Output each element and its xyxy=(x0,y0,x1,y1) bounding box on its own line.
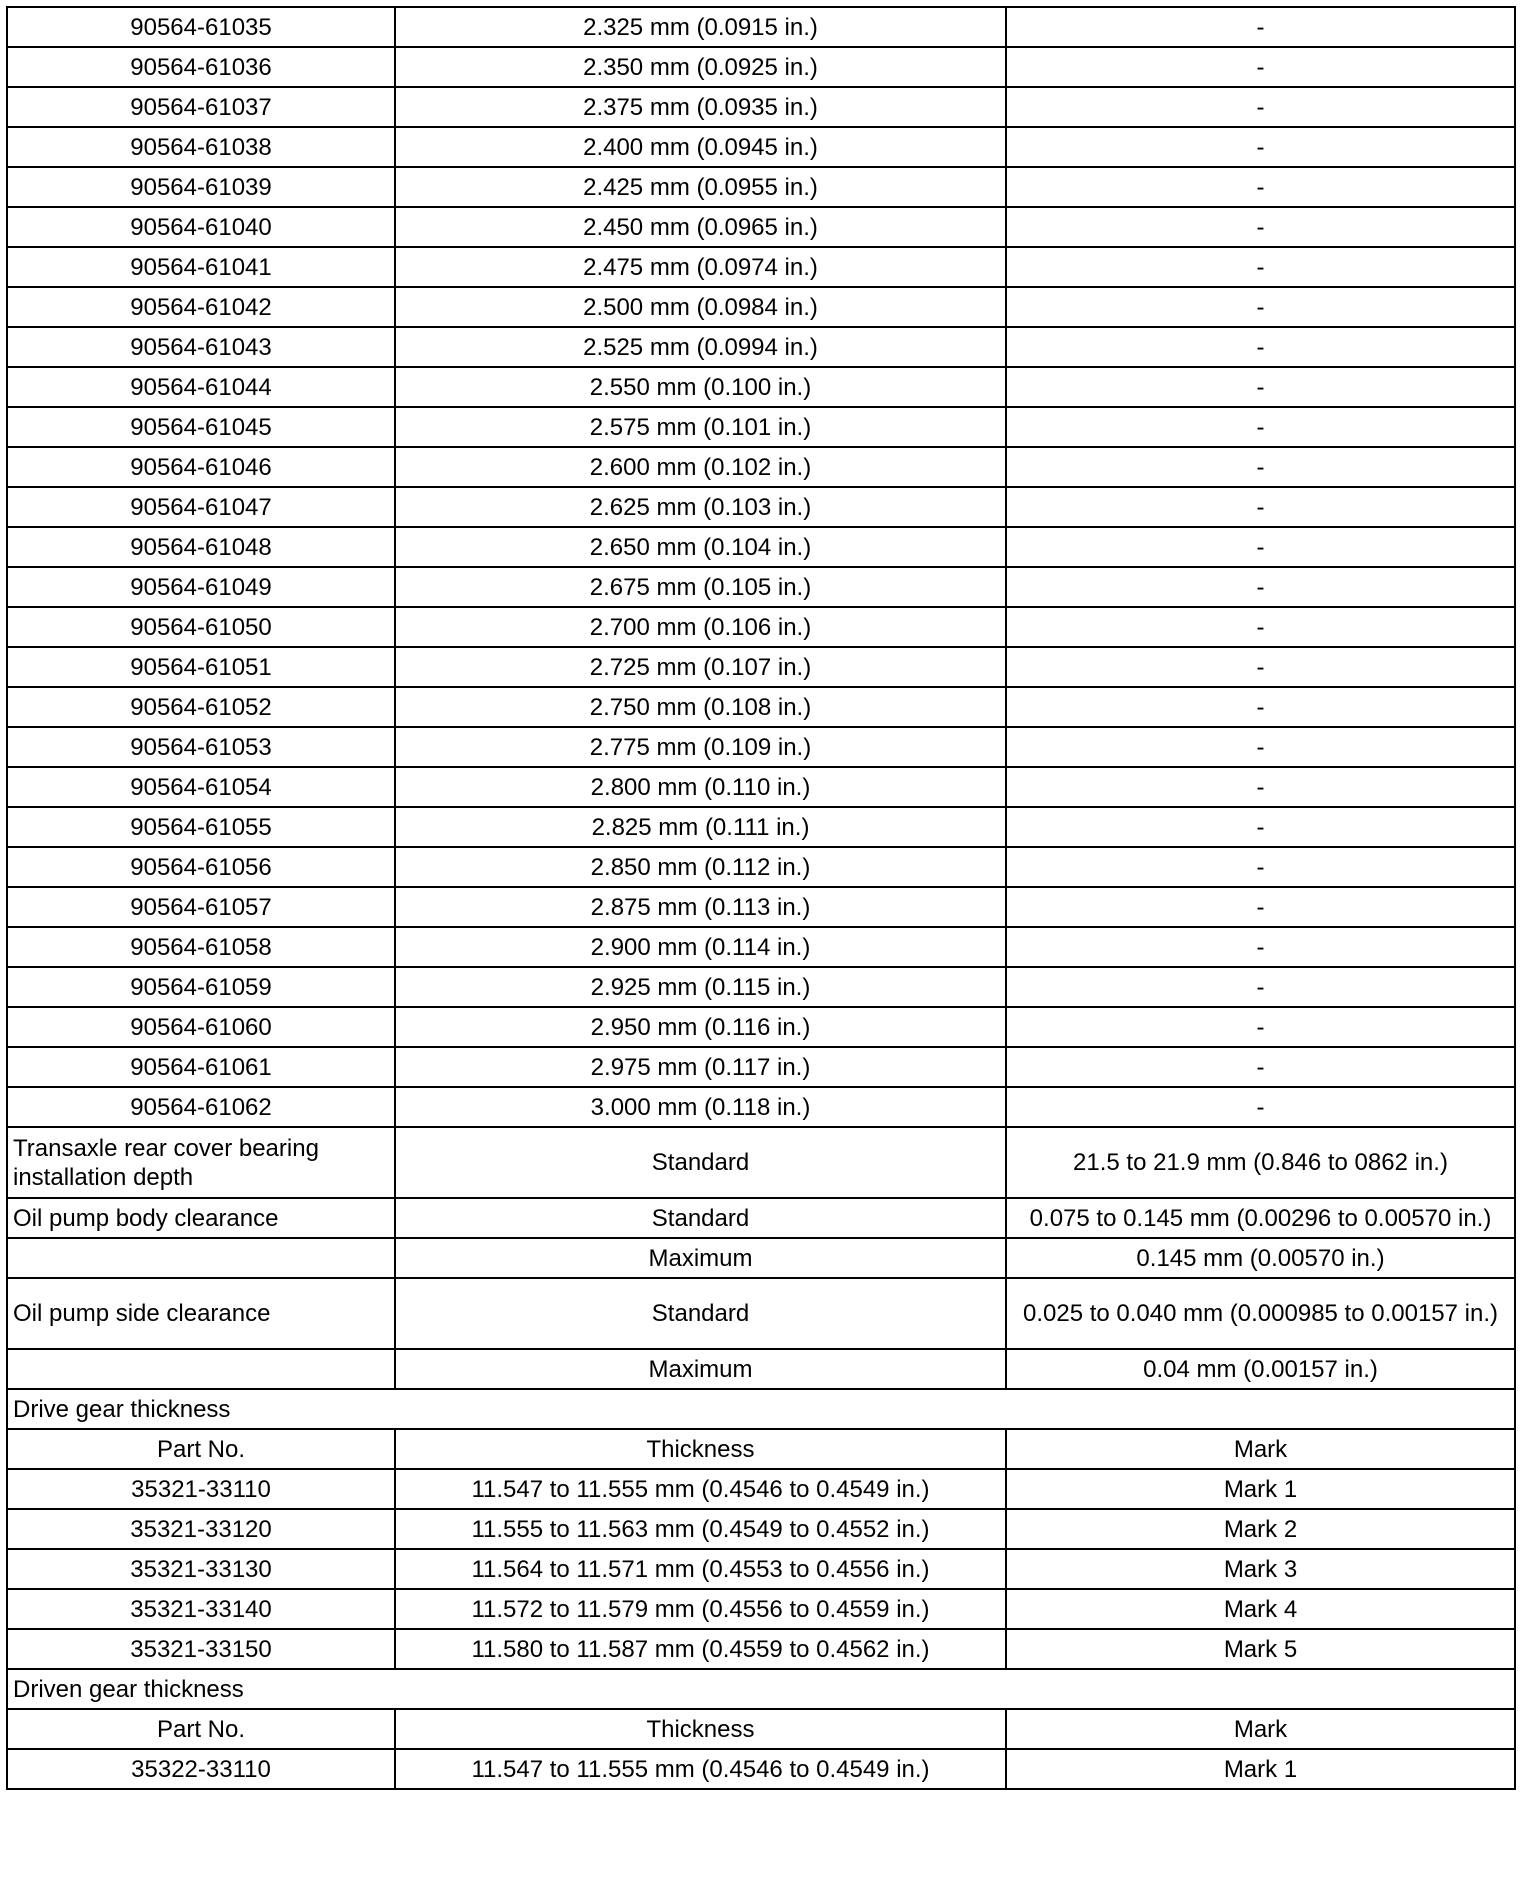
spec-item-cell: Transaxle rear cover bearing installation depth xyxy=(7,1127,395,1198)
mark-cell: - xyxy=(1006,247,1515,287)
part-number-cell: 90564-61045 xyxy=(7,407,395,447)
mark-cell: - xyxy=(1006,447,1515,487)
header-mark: Mark xyxy=(1006,1429,1515,1469)
shim-row xyxy=(7,207,1515,247)
thickness-cell: 2.850 mm (0.112 in.) xyxy=(395,847,1006,887)
part-number-cell: 90564-61050 xyxy=(7,607,395,647)
shim-row xyxy=(7,687,1515,727)
spec-value-cell: 0.145 mm (0.00570 in.) xyxy=(1006,1238,1515,1278)
spec-row-oil-pump-body-standard xyxy=(7,1198,1515,1238)
driven-gear-row xyxy=(7,1749,1515,1789)
thickness-cell: 2.550 mm (0.100 in.) xyxy=(395,367,1006,407)
part-number-cell: 35321-33150 xyxy=(7,1629,395,1669)
part-number-cell: 90564-61036 xyxy=(7,47,395,87)
thickness-cell: 2.475 mm (0.0974 in.) xyxy=(395,247,1006,287)
part-number-cell: 90564-61051 xyxy=(7,647,395,687)
mark-cell: - xyxy=(1006,567,1515,607)
part-number-cell: 90564-61060 xyxy=(7,1007,395,1047)
shim-row xyxy=(7,487,1515,527)
drive-gear-row xyxy=(7,1629,1515,1669)
thickness-cell: 2.725 mm (0.107 in.) xyxy=(395,647,1006,687)
thickness-cell: 2.900 mm (0.114 in.) xyxy=(395,927,1006,967)
mark-cell: - xyxy=(1006,487,1515,527)
thickness-cell: 2.375 mm (0.0935 in.) xyxy=(395,87,1006,127)
mark-cell: - xyxy=(1006,287,1515,327)
mark-cell: - xyxy=(1006,967,1515,1007)
shim-row xyxy=(7,847,1515,887)
mark-cell: Mark 2 xyxy=(1006,1509,1515,1549)
thickness-cell: 2.600 mm (0.102 in.) xyxy=(395,447,1006,487)
thickness-cell: 2.950 mm (0.116 in.) xyxy=(395,1007,1006,1047)
spec-item-cell: Oil pump side clearance xyxy=(7,1278,395,1349)
thickness-cell: 2.675 mm (0.105 in.) xyxy=(395,567,1006,607)
part-number-cell: 90564-61053 xyxy=(7,727,395,767)
thickness-cell: 11.564 to 11.571 mm (0.4553 to 0.4556 in.) xyxy=(395,1549,1006,1589)
thickness-cell: 11.555 to 11.563 mm (0.4549 to 0.4552 in.) xyxy=(395,1509,1006,1549)
specification-table-body xyxy=(7,7,1515,1789)
part-number-cell: 90564-61040 xyxy=(7,207,395,247)
thickness-cell: 2.875 mm (0.113 in.) xyxy=(395,887,1006,927)
shim-row xyxy=(7,647,1515,687)
thickness-cell: 3.000 mm (0.118 in.) xyxy=(395,1087,1006,1127)
thickness-cell: 2.350 mm (0.0925 in.) xyxy=(395,47,1006,87)
header-thickness: Thickness xyxy=(395,1709,1006,1749)
thickness-cell: 2.650 mm (0.104 in.) xyxy=(395,527,1006,567)
part-number-cell: 90564-61057 xyxy=(7,887,395,927)
part-number-cell: 35321-33140 xyxy=(7,1589,395,1629)
spec-value-cell: 21.5 to 21.9 mm (0.846 to 0862 in.) xyxy=(1006,1127,1515,1198)
part-number-cell: 90564-61055 xyxy=(7,807,395,847)
thickness-cell: 2.575 mm (0.101 in.) xyxy=(395,407,1006,447)
mark-cell: - xyxy=(1006,927,1515,967)
shim-row xyxy=(7,327,1515,367)
mark-cell: Mark 5 xyxy=(1006,1629,1515,1669)
spec-condition-cell: Standard xyxy=(395,1198,1006,1238)
shim-row xyxy=(7,607,1515,647)
mark-cell: - xyxy=(1006,87,1515,127)
shim-row xyxy=(7,967,1515,1007)
part-number-cell: 90564-61047 xyxy=(7,487,395,527)
section-title-row xyxy=(7,1389,1515,1429)
header-part-number: Part No. xyxy=(7,1709,395,1749)
header-row xyxy=(7,1429,1515,1469)
part-number-cell: 90564-61038 xyxy=(7,127,395,167)
mark-cell: Mark 3 xyxy=(1006,1549,1515,1589)
mark-cell: - xyxy=(1006,807,1515,847)
thickness-cell: 2.450 mm (0.0965 in.) xyxy=(395,207,1006,247)
part-number-cell: 35322-33110 xyxy=(7,1749,395,1789)
thickness-cell: 11.547 to 11.555 mm (0.4546 to 0.4549 in.) xyxy=(395,1749,1006,1789)
spec-condition-cell: Maximum xyxy=(395,1238,1006,1278)
shim-row xyxy=(7,1087,1515,1127)
part-number-cell: 90564-61058 xyxy=(7,927,395,967)
mark-cell: - xyxy=(1006,1087,1515,1127)
thickness-cell: 2.700 mm (0.106 in.) xyxy=(395,607,1006,647)
thickness-cell: 2.625 mm (0.103 in.) xyxy=(395,487,1006,527)
mark-cell: - xyxy=(1006,1007,1515,1047)
mark-cell: - xyxy=(1006,327,1515,367)
shim-row xyxy=(7,767,1515,807)
part-number-cell: 90564-61035 xyxy=(7,7,395,47)
part-number-cell: 90564-61042 xyxy=(7,287,395,327)
mark-cell: - xyxy=(1006,847,1515,887)
header-thickness: Thickness xyxy=(395,1429,1006,1469)
spec-row-oil-pump-side-standard xyxy=(7,1278,1515,1349)
mark-cell: - xyxy=(1006,1047,1515,1087)
mark-cell: - xyxy=(1006,407,1515,447)
part-number-cell: 90564-61044 xyxy=(7,367,395,407)
shim-row xyxy=(7,567,1515,607)
part-number-cell: 35321-33110 xyxy=(7,1469,395,1509)
mark-cell: - xyxy=(1006,47,1515,87)
driven-gear-section-title: Driven gear thickness xyxy=(7,1669,1515,1709)
drive-gear-row xyxy=(7,1549,1515,1589)
mark-cell: - xyxy=(1006,727,1515,767)
mark-cell: - xyxy=(1006,127,1515,167)
shim-row xyxy=(7,367,1515,407)
thickness-cell: 2.400 mm (0.0945 in.) xyxy=(395,127,1006,167)
thickness-cell: 2.750 mm (0.108 in.) xyxy=(395,687,1006,727)
shim-row xyxy=(7,887,1515,927)
mark-cell: - xyxy=(1006,7,1515,47)
header-mark: Mark xyxy=(1006,1709,1515,1749)
mark-cell: - xyxy=(1006,527,1515,567)
drive-gear-row xyxy=(7,1589,1515,1629)
part-number-cell: 90564-61048 xyxy=(7,527,395,567)
specification-table xyxy=(6,6,1516,1790)
part-number-cell: 90564-61046 xyxy=(7,447,395,487)
shim-row xyxy=(7,407,1515,447)
mark-cell: - xyxy=(1006,767,1515,807)
part-number-cell: 90564-61059 xyxy=(7,967,395,1007)
mark-cell: - xyxy=(1006,167,1515,207)
thickness-cell: 11.547 to 11.555 mm (0.4546 to 0.4549 in.) xyxy=(395,1469,1006,1509)
spec-value-cell: 0.075 to 0.145 mm (0.00296 to 0.00570 in.) xyxy=(1006,1198,1515,1238)
thickness-cell: 2.775 mm (0.109 in.) xyxy=(395,727,1006,767)
mark-cell: - xyxy=(1006,887,1515,927)
part-number-cell: 90564-61049 xyxy=(7,567,395,607)
drive-gear-row xyxy=(7,1509,1515,1549)
shim-row xyxy=(7,927,1515,967)
shim-row xyxy=(7,87,1515,127)
part-number-cell: 90564-61039 xyxy=(7,167,395,207)
thickness-cell: 2.525 mm (0.0994 in.) xyxy=(395,327,1006,367)
mark-cell: - xyxy=(1006,647,1515,687)
mark-cell: - xyxy=(1006,687,1515,727)
mark-cell: - xyxy=(1006,207,1515,247)
part-number-cell: 90564-61043 xyxy=(7,327,395,367)
thickness-cell: 11.572 to 11.579 mm (0.4556 to 0.4559 in.) xyxy=(395,1589,1006,1629)
part-number-cell: 90564-61037 xyxy=(7,87,395,127)
shim-row xyxy=(7,167,1515,207)
part-number-cell: 35321-33130 xyxy=(7,1549,395,1589)
thickness-cell: 2.975 mm (0.117 in.) xyxy=(395,1047,1006,1087)
section-title-row xyxy=(7,1669,1515,1709)
spec-row-oil-pump-side-maximum xyxy=(7,1349,1515,1389)
mark-cell: - xyxy=(1006,367,1515,407)
part-number-cell: 90564-61062 xyxy=(7,1087,395,1127)
part-number-cell: 90564-61052 xyxy=(7,687,395,727)
part-number-cell: 90564-61056 xyxy=(7,847,395,887)
spec-row-oil-pump-body-maximum xyxy=(7,1238,1515,1278)
spec-item-cell xyxy=(7,1238,395,1278)
shim-row xyxy=(7,127,1515,167)
part-number-cell: 35321-33120 xyxy=(7,1509,395,1549)
drive-gear-section-title: Drive gear thickness xyxy=(7,1389,1515,1429)
spec-row-rear-cover-bearing xyxy=(7,1127,1515,1198)
header-part-number: Part No. xyxy=(7,1429,395,1469)
part-number-cell: 90564-61061 xyxy=(7,1047,395,1087)
shim-row xyxy=(7,1047,1515,1087)
shim-row xyxy=(7,807,1515,847)
shim-row xyxy=(7,7,1515,47)
header-row xyxy=(7,1709,1515,1749)
spec-condition-cell: Maximum xyxy=(395,1349,1006,1389)
thickness-cell: 2.325 mm (0.0915 in.) xyxy=(395,7,1006,47)
thickness-cell: 2.425 mm (0.0955 in.) xyxy=(395,167,1006,207)
mark-cell: Mark 1 xyxy=(1006,1469,1515,1509)
mark-cell: Mark 4 xyxy=(1006,1589,1515,1629)
thickness-cell: 2.925 mm (0.115 in.) xyxy=(395,967,1006,1007)
spec-item-cell xyxy=(7,1349,395,1389)
shim-row xyxy=(7,527,1515,567)
drive-gear-row xyxy=(7,1469,1515,1509)
shim-row xyxy=(7,727,1515,767)
spec-item-cell: Oil pump body clearance xyxy=(7,1198,395,1238)
spec-condition-cell: Standard xyxy=(395,1127,1006,1198)
shim-row xyxy=(7,447,1515,487)
mark-cell: Mark 1 xyxy=(1006,1749,1515,1789)
part-number-cell: 90564-61041 xyxy=(7,247,395,287)
shim-row xyxy=(7,287,1515,327)
spec-value-cell: 0.04 mm (0.00157 in.) xyxy=(1006,1349,1515,1389)
thickness-cell: 11.580 to 11.587 mm (0.4559 to 0.4562 in.) xyxy=(395,1629,1006,1669)
spec-value-cell: 0.025 to 0.040 mm (0.000985 to 0.00157 in.) xyxy=(1006,1278,1515,1349)
mark-cell: - xyxy=(1006,607,1515,647)
shim-row xyxy=(7,1007,1515,1047)
shim-row xyxy=(7,247,1515,287)
thickness-cell: 2.800 mm (0.110 in.) xyxy=(395,767,1006,807)
thickness-cell: 2.500 mm (0.0984 in.) xyxy=(395,287,1006,327)
shim-row xyxy=(7,47,1515,87)
spec-condition-cell: Standard xyxy=(395,1278,1006,1349)
thickness-cell: 2.825 mm (0.111 in.) xyxy=(395,807,1006,847)
part-number-cell: 90564-61054 xyxy=(7,767,395,807)
